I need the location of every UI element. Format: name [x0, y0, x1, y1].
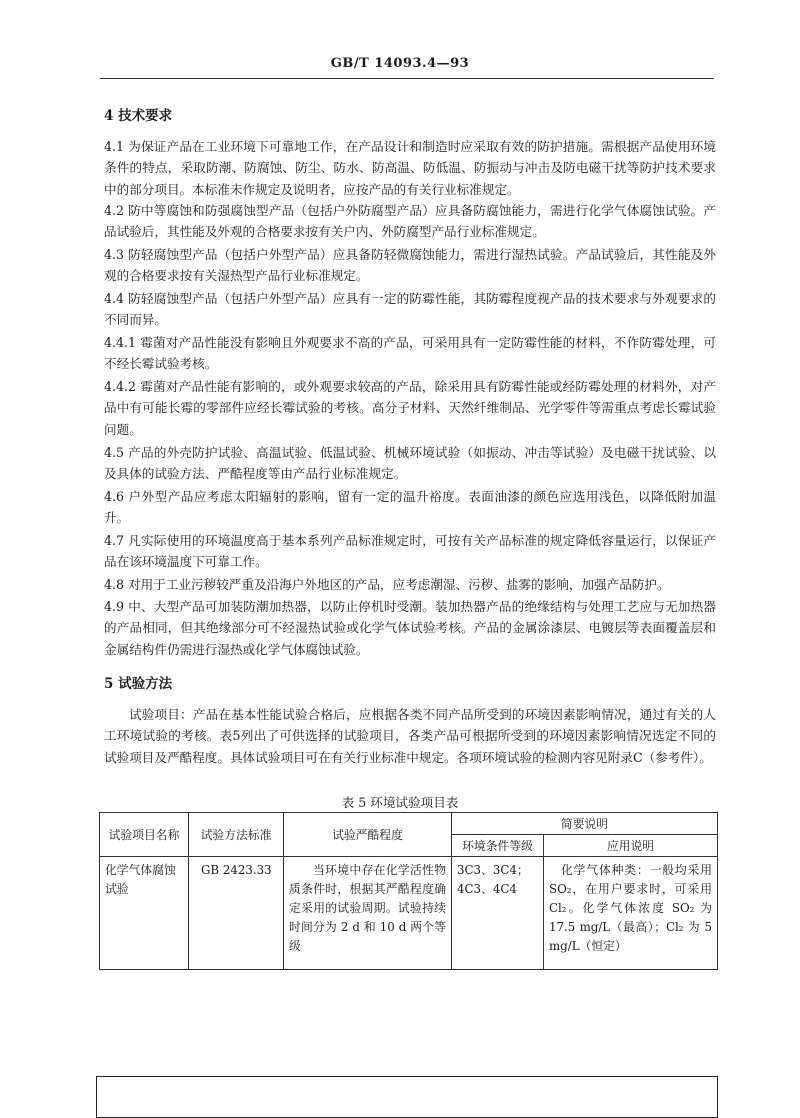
header-test-standard: 试验方法标准 — [189, 813, 284, 857]
clause-4-7: 4.7 凡实际使用的环境温度高于基本系列产品标准规定时，可按有关产品标准的规定降低容量运行，以保证产品在该环境温度下可靠工作。 — [104, 533, 716, 570]
clause-4-3: 4.3 防轻腐蚀型产品（包括户外型产品）应具备防轻微腐蚀能力，需进行湿热试验。产品试验后，其性能及外观的合格要求按有关湿热型产品行业标准规定。 — [104, 247, 716, 284]
cell-severity: 当环境中存在化学活性物质条件时，根据其严酷程度确定采用的试验周期。试验持续时间分为 2 d 和 10 d 两个等级 — [284, 857, 452, 970]
clause-4-4-2: 4.4.2 霉菌对产品性能有影响的，或外观要求较高的产品，除采用具有防霉性能或经防霉处理的材料外，对产品中有可能长霉的零部件应经长霉试验的考核。高分子材料、天然纤维制品、光学零件等需重点考虑长霉试验问题。 — [104, 379, 716, 437]
clause-4-4-1: 4.4.1 霉菌对产品性能没有影响且外观要求不高的产品，可采用具有一定防霉性能的材料，不作防霉处理，可不经长霉试验考核。 — [104, 335, 716, 372]
table-row — [100, 857, 718, 970]
standard-code-header: GB/T 14093.4—93 — [330, 56, 470, 71]
section-5-intro: 试验项目：产品在基本性能试验合格后，应根据各类不同产品所受到的环境因素影响情况，通过有关的人工环境试验的考核。表5列出了可供选择的试验项目，各类产品可根据所受到的环境因素影响情况选定不同的试验项目及严酷程度。具体试验项目可在有关行业标准中规定。各项环境试验的检测内容见附录C（参考件）。 — [104, 707, 716, 765]
table-5-caption: 表 5 环境试验项目表 — [341, 795, 459, 810]
header-rule — [100, 78, 714, 79]
header-usage-notes: 应用说明 — [544, 835, 718, 857]
clause-4-1: 4.1 为保证产品在工业环境下可靠地工作，在产品设计和制造时应采取有效的防护措施。需根据产品使用环境条件的特点，采取防潮、防腐蚀、防尘、防水、防高温、防低温、防振动与冲击及防电磁干扰等防护技术要求中的部分项目。本标准未作规定及说明者，应按产品的有关行业标准规定。 — [104, 139, 716, 197]
clause-4-8: 4.8 对用于工业污秽较严重及沿海户外地区的产品，应考虑潮湿、污秽、盐雾的影响，加强产品防护。 — [104, 577, 670, 592]
clause-4-4: 4.4 防轻腐蚀型产品（包括户外型产品）应具有一定的防霉性能，其防霉程度视产品的技术要求与外观要求的不同而异。 — [104, 291, 716, 328]
section-4-title: 4 技术要求 — [104, 108, 173, 124]
section-5-title: 5 试验方法 — [104, 676, 173, 692]
cell-usage-notes: 化学气体种类：一般均采用SO₂，在用户要求时，可采用Cl₂。化学气体浓度 SO₂ 为17.5 mg/L（最高）；Cl₂ 为 5 mg/L（恒定） — [544, 857, 718, 970]
cell-test-standard: GB 2423.33 — [189, 857, 284, 970]
clause-4-9: 4.9 中、大型产品可加装防潮加热器，以防止停机时受潮。装加热器产品的绝缘结构与处理工艺应与无加热器的产品相同，但其绝缘部分可不经湿热试验或化学气体试验考核。产品的金属涂漆层、电镀层等表面覆盖层和金属结构件仍需进行湿热或化学气体腐蚀试验。 — [104, 599, 716, 657]
header-test-item: 试验项目名称 — [100, 813, 189, 857]
header-brief-notes: 简要说明 — [452, 813, 718, 835]
clause-4-2: 4.2 防中等腐蚀和防强腐蚀型产品（包括户外防腐型产品）应具备防腐蚀能力，需进行化学气体腐蚀试验。产品试验后，其性能及外观的合格要求按有关户内、外防腐型产品行业标准规定。 — [104, 203, 716, 240]
environment-test-table — [99, 812, 718, 970]
next-table-border — [96, 1076, 718, 1118]
header-env-class: 环境条件等级 — [452, 835, 544, 857]
clause-4-5: 4.5 产品的外壳防护试验、高温试验、低温试验、机械环境试验（如振动、冲击等试验）及电磁干扰试验、以及具体的试验方法、严酷程度等由产品行业标准规定。 — [104, 445, 716, 482]
header-severity: 试验严酷程度 — [284, 813, 452, 857]
cell-env-class: 3C3、3C4；4C3、4C4 — [452, 857, 544, 970]
cell-test-item: 化学气体腐蚀试验 — [100, 857, 189, 970]
clause-4-6: 4.6 户外型产品应考虑太阳辐射的影响，留有一定的温升裕度。表面油漆的颜色应选用浅色，以降低附加温升。 — [104, 489, 716, 526]
